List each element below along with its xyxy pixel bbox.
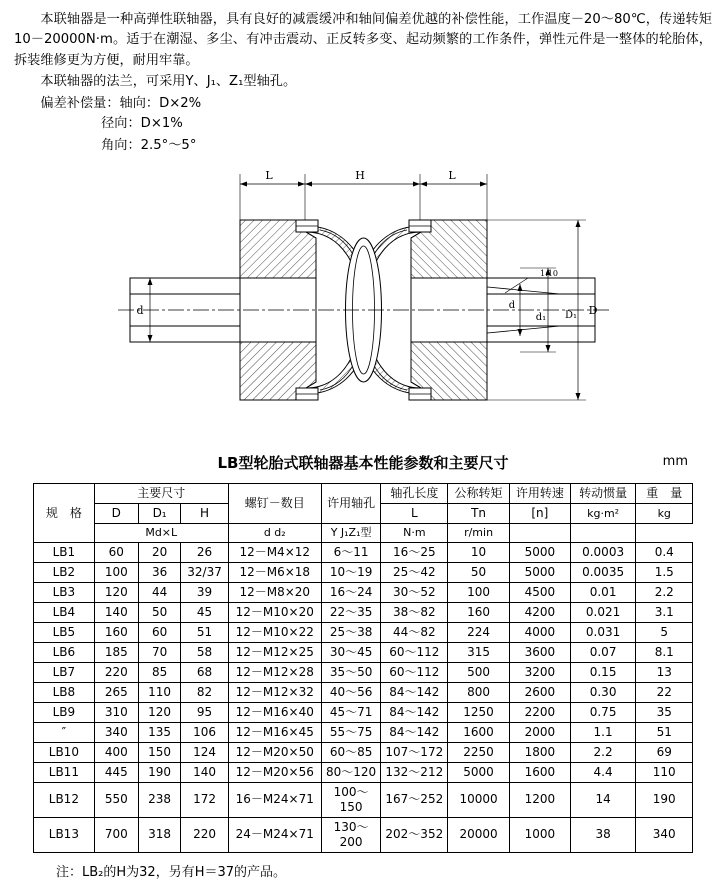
spec-table-body (34, 542, 693, 852)
label-d1: d₁ (535, 312, 547, 324)
cell-H: 172 (181, 782, 228, 817)
cell-screw: 12－M10×20 (228, 602, 321, 622)
tolerance-item-1: 径向：D×1% (101, 116, 183, 132)
cell-H: 140 (181, 762, 228, 782)
cell-spec: LB7 (34, 662, 95, 682)
cell-inertia: 0.30 (570, 682, 636, 702)
cell-D: 100 (94, 562, 138, 582)
cell-D1: 36 (138, 562, 180, 582)
cell-screw: 24－M24×71 (228, 817, 321, 852)
cell-bore: 60～85 (321, 742, 381, 762)
header-D: D (94, 504, 138, 524)
cell-speed: 2200 (509, 702, 570, 722)
cell-spec: LB1 (34, 542, 95, 562)
tolerance-item-0: 轴向：D×2% (119, 95, 202, 111)
cell-screw: 12－M6×18 (228, 562, 321, 582)
table-caption: LB型轮胎式联轴器基本性能参数和主要尺寸 (217, 454, 509, 473)
table-row (34, 562, 693, 582)
header-speed-sym: [n] (509, 504, 570, 524)
cell-torque: 1250 (448, 702, 510, 722)
cell-bore: 80～120 (321, 762, 381, 782)
cell-weight: 190 (636, 782, 693, 817)
cell-D: 140 (94, 602, 138, 622)
table-row (34, 662, 693, 682)
cell-inertia: 0.75 (570, 702, 636, 722)
cell-inertia: 0.031 (570, 622, 636, 642)
cell-len: 30～52 (381, 582, 448, 602)
table-row (34, 602, 693, 622)
cell-inertia: 0.0003 (570, 542, 636, 562)
label-D: D (588, 304, 598, 318)
cell-speed: 5000 (509, 562, 570, 582)
header-screw-sub: Md×L (94, 524, 228, 543)
cell-H: 95 (181, 702, 228, 722)
header-speed: 许用转速 (509, 484, 570, 504)
cell-D: 185 (94, 642, 138, 662)
cell-inertia: 0.15 (570, 662, 636, 682)
cell-bore: 40～56 (321, 682, 381, 702)
cell-D: 160 (94, 622, 138, 642)
header-torque: 公称转矩 (448, 484, 510, 504)
cell-len: 16～25 (381, 542, 448, 562)
header-speed-unit: r/min (448, 524, 510, 543)
cell-screw: 12－M12×32 (228, 682, 321, 702)
cell-H: 68 (181, 662, 228, 682)
cell-len: 84～142 (381, 682, 448, 702)
table-row (34, 642, 693, 662)
cell-D1: 190 (138, 762, 180, 782)
table-row (34, 582, 693, 602)
table-row (34, 782, 693, 817)
header-main-dims: 主要尺寸 (94, 484, 228, 504)
cell-torque: 2250 (448, 742, 510, 762)
label-d-right: d (508, 300, 516, 312)
cell-D1: 70 (138, 642, 180, 662)
tolerance-block (14, 94, 712, 156)
cell-spec: LB10 (34, 742, 95, 762)
cell-D1: 85 (138, 662, 180, 682)
cell-torque: 315 (448, 642, 510, 662)
cell-weight: 5 (636, 622, 693, 642)
cell-speed: 5000 (509, 542, 570, 562)
cell-len: 132～212 (381, 762, 448, 782)
cell-speed: 1000 (509, 817, 570, 852)
cell-D1: 150 (138, 742, 180, 762)
cell-bore: 16～24 (321, 582, 381, 602)
coupling-assembly-drawing (0, 160, 726, 450)
spec-table (33, 483, 693, 853)
cell-H: 124 (181, 742, 228, 762)
cell-bore: 22～35 (321, 602, 381, 622)
cell-speed: 1800 (509, 742, 570, 762)
cell-spec: LB2 (34, 562, 95, 582)
cell-D: 550 (94, 782, 138, 817)
cell-len: 60～112 (381, 662, 448, 682)
cell-D1: 318 (138, 817, 180, 852)
header-inertia: 转动惯量 (570, 484, 636, 504)
tolerance-item-1-line (14, 114, 712, 134)
cell-D: 340 (94, 722, 138, 742)
cell-bore: 55～75 (321, 722, 381, 742)
cell-inertia: 1.1 (570, 722, 636, 742)
cell-D: 400 (94, 742, 138, 762)
cell-torque: 50 (448, 562, 510, 582)
cell-D1: 60 (138, 622, 180, 642)
cell-spec: LB4 (34, 602, 95, 622)
cell-H: 220 (181, 817, 228, 852)
cell-bore: 100～150 (321, 782, 381, 817)
cell-speed: 3600 (509, 642, 570, 662)
cell-weight: 35 (636, 702, 693, 722)
cell-bore: 45～71 (321, 702, 381, 722)
cell-spec: LB6 (34, 642, 95, 662)
cell-speed: 4500 (509, 582, 570, 602)
cell-H: 45 (181, 602, 228, 622)
cell-H: 26 (181, 542, 228, 562)
cell-D1: 110 (138, 682, 180, 702)
cell-screw: 12－M8×20 (228, 582, 321, 602)
cell-D: 120 (94, 582, 138, 602)
cell-H: 106 (181, 722, 228, 742)
table-row (34, 622, 693, 642)
cell-bore: 130～200 (321, 817, 381, 852)
label-d-left: d (136, 304, 144, 318)
cell-bore: 35～50 (321, 662, 381, 682)
cell-D: 265 (94, 682, 138, 702)
cell-torque: 1600 (448, 722, 510, 742)
intro-paragraph-2: 本联轴器的法兰，可采用Y、J₁、Z₁型轴孔。 (40, 74, 297, 90)
cell-D1: 120 (138, 702, 180, 722)
header-weight: 重 量 (636, 484, 693, 504)
intro-paragraph-1: 本联轴器是一种高弹性联轴器，具有良好的减震缓冲和轴间偏差优越的补偿性能，工作温度－20～80℃，传递转矩10－20000N·m。适于在潮湿、多尘、有冲击震动、正反转多变、起动频繁的工作条件，弹性元件是一整体的轮胎体，拆装维修更为方便，耐用牢靠。 (14, 12, 712, 68)
intro-section (0, 0, 726, 156)
cell-H: 82 (181, 682, 228, 702)
cell-spec: LB13 (34, 817, 95, 852)
cell-screw: 12－M20×50 (228, 742, 321, 762)
cell-len: 167～252 (381, 782, 448, 817)
table-row (34, 542, 693, 562)
cell-screw: 12－M10×22 (228, 622, 321, 642)
cell-inertia: 4.4 (570, 762, 636, 782)
cell-weight: 8.1 (636, 642, 693, 662)
cell-torque: 100 (448, 582, 510, 602)
header-screw: 螺钉－数目 (228, 484, 321, 524)
cell-bore: 6～11 (321, 542, 381, 562)
cell-speed: 1200 (509, 782, 570, 817)
cell-screw: 12－M20×56 (228, 762, 321, 782)
tolerance-title: 偏差补偿量： (40, 95, 120, 111)
cell-inertia: 0.021 (570, 602, 636, 622)
cell-bore: 10～19 (321, 562, 381, 582)
cell-speed: 1600 (509, 762, 570, 782)
cell-H: 51 (181, 622, 228, 642)
cell-len: 60～112 (381, 642, 448, 662)
cell-weight: 3.1 (636, 602, 693, 622)
cell-weight: 51 (636, 722, 693, 742)
cell-D1: 50 (138, 602, 180, 622)
cell-H: 32/37 (181, 562, 228, 582)
cell-D1: 20 (138, 542, 180, 562)
header-inertia-unit: kg·m² (570, 504, 636, 524)
spec-table-head (34, 484, 693, 543)
cell-len: 38～82 (381, 602, 448, 622)
table-unit: mm (662, 454, 688, 470)
table-row (34, 722, 693, 742)
header-inertia-blank (509, 524, 570, 543)
cell-D1: 135 (138, 722, 180, 742)
header-bore: 许用轴孔 (321, 484, 381, 524)
cell-weight: 1.5 (636, 562, 693, 582)
cell-H: 39 (181, 582, 228, 602)
cell-torque: 5000 (448, 762, 510, 782)
cell-bore: 30～45 (321, 642, 381, 662)
cell-spec: LB9 (34, 702, 95, 722)
table-row (34, 682, 693, 702)
label-L-right: L (448, 169, 456, 183)
cell-torque: 10 (448, 542, 510, 562)
cell-spec: LB11 (34, 762, 95, 782)
cell-spec: LB8 (34, 682, 95, 702)
cell-speed: 4000 (509, 622, 570, 642)
cell-D1: 238 (138, 782, 180, 817)
cell-spec: LB5 (34, 622, 95, 642)
cell-D: 700 (94, 817, 138, 852)
table-row (34, 702, 693, 722)
cell-D: 310 (94, 702, 138, 722)
cell-torque: 800 (448, 682, 510, 702)
cell-torque: 160 (448, 602, 510, 622)
table-header-row-3 (34, 524, 693, 543)
cell-inertia: 2.2 (570, 742, 636, 762)
header-H: H (181, 504, 228, 524)
header-spec: 规 格 (34, 484, 95, 543)
cell-weight: 69 (636, 742, 693, 762)
cell-len: 84～142 (381, 702, 448, 722)
cell-len: 44～82 (381, 622, 448, 642)
table-row (34, 817, 693, 852)
cell-speed: 4200 (509, 602, 570, 622)
label-L-left: L (265, 169, 273, 183)
cell-len: 84～142 (381, 722, 448, 742)
cell-torque: 20000 (448, 817, 510, 852)
cell-torque: 500 (448, 662, 510, 682)
cell-bore: 25～38 (321, 622, 381, 642)
cell-len: 202～352 (381, 817, 448, 852)
cell-screw: 16－M24×71 (228, 782, 321, 817)
cell-spec: ″ (34, 722, 95, 742)
cell-D1: 44 (138, 582, 180, 602)
cell-inertia: 0.01 (570, 582, 636, 602)
cell-screw: 12－M4×12 (228, 542, 321, 562)
cell-weight: 340 (636, 817, 693, 852)
cell-H: 58 (181, 642, 228, 662)
header-bore-length: 轴孔长度 (381, 484, 448, 504)
table-note: 注：LB₂的H为32，另有H＝37的产品。 (56, 864, 287, 880)
cell-inertia: 38 (570, 817, 636, 852)
label-taper: 1:10 (540, 269, 558, 279)
cell-D: 60 (94, 542, 138, 562)
header-bore-length-sub: Y J₁Z₁型 (321, 524, 381, 543)
cell-D: 445 (94, 762, 138, 782)
cell-screw: 12－M16×45 (228, 722, 321, 742)
cell-torque: 224 (448, 622, 510, 642)
cell-inertia: 0.07 (570, 642, 636, 662)
cell-len: 25～42 (381, 562, 448, 582)
header-D1: D₁ (138, 504, 180, 524)
cell-weight: 22 (636, 682, 693, 702)
header-torque-unit: N·m (381, 524, 448, 543)
header-weight-unit: kg (636, 504, 693, 524)
tolerance-title-line (14, 94, 712, 114)
label-H: H (355, 169, 365, 183)
label-D1: D₁ (564, 310, 578, 322)
tolerance-item-2: 角向：2.5°～5° (101, 137, 197, 153)
cell-inertia: 0.0035 (570, 562, 636, 582)
header-torque-sym: Tn (448, 504, 510, 524)
cell-screw: 12－M12×25 (228, 642, 321, 662)
cell-spec: LB3 (34, 582, 95, 602)
table-row (34, 742, 693, 762)
cell-weight: 13 (636, 662, 693, 682)
tolerance-item-2-line (14, 136, 712, 156)
table-header-row-1 (34, 484, 693, 504)
cell-speed: 2600 (509, 682, 570, 702)
cell-len: 107～172 (381, 742, 448, 762)
cell-speed: 3200 (509, 662, 570, 682)
cell-screw: 12－M16×40 (228, 702, 321, 722)
header-bore-sub: d d₂ (228, 524, 321, 543)
cell-D: 220 (94, 662, 138, 682)
header-weight-blank (570, 524, 636, 543)
cell-weight: 2.2 (636, 582, 693, 602)
cell-inertia: 14 (570, 782, 636, 817)
cell-torque: 10000 (448, 782, 510, 817)
header-bore-length-sym: L (381, 504, 448, 524)
cell-weight: 110 (636, 762, 693, 782)
table-caption-row (0, 452, 726, 473)
cell-speed: 2000 (509, 722, 570, 742)
cell-spec: LB12 (34, 782, 95, 817)
cell-screw: 12－M12×28 (228, 662, 321, 682)
table-row (34, 762, 693, 782)
cell-weight: 0.4 (636, 542, 693, 562)
